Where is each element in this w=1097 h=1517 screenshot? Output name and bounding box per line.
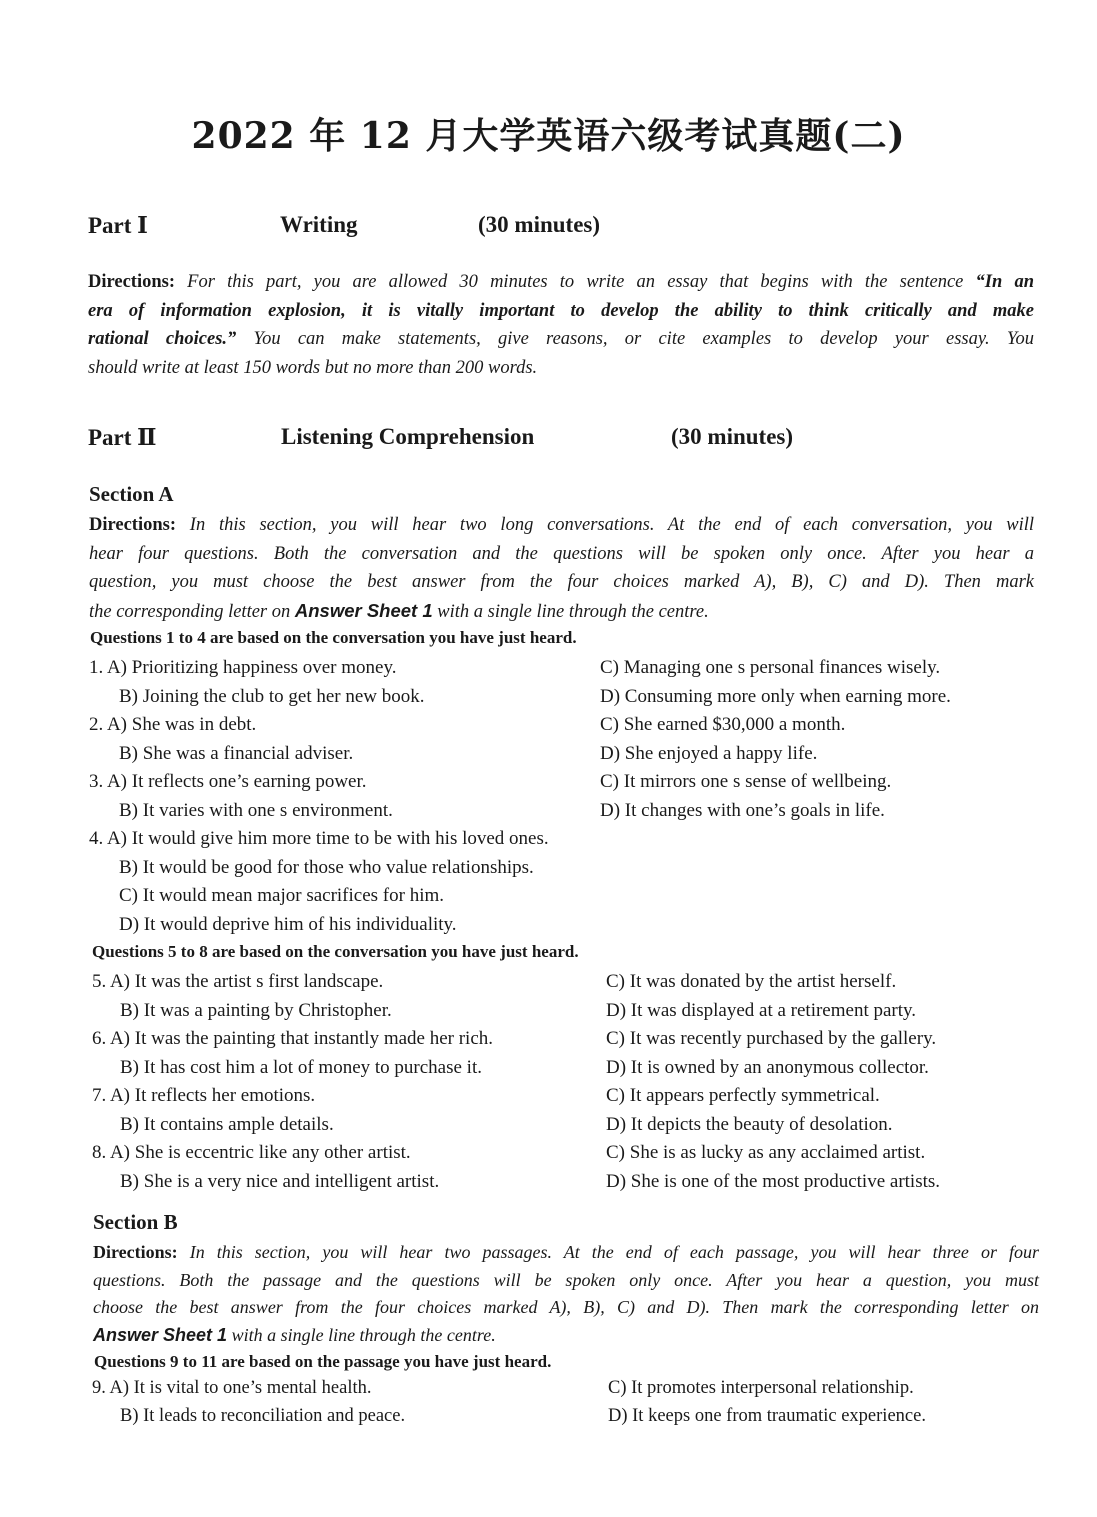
q1-option-a: 1. A) Prioritizing happiness over money. <box>89 657 397 678</box>
q2-option-c: C) She earned $30,000 a month. <box>600 714 846 735</box>
part1-topic-sentence: “In an <box>975 272 1034 292</box>
q9-option-d: D) It keeps one from traumatic experience. <box>608 1406 926 1426</box>
q3-option-b: B) It varies with one s environment. <box>119 800 393 821</box>
section-a-directions <box>89 511 1034 626</box>
q4-option-a: 4. A) It would give him more time to be with his loved ones. <box>89 828 549 849</box>
section-a-directions-text: hear four questions. Both the conversation and the questions will be spoken only once. After you hear a <box>89 543 1034 564</box>
q4-option-d: D) It would deprive him of his individuality. <box>119 914 457 935</box>
part1-label: Part Ⅰ <box>88 213 148 238</box>
q2-option-b: B) She was a financial adviser. <box>119 743 354 764</box>
q8-option-c: C) She is as lucky as any acclaimed artist. <box>606 1142 926 1163</box>
section-b-directions-text: with a single line through the centre. <box>227 1324 496 1345</box>
part1-name: Writing <box>280 212 358 237</box>
q2-option-a: 2. A) She was in debt. <box>89 714 257 735</box>
q3-option-c: C) It mirrors one s sense of wellbeing. <box>600 771 892 792</box>
q8-option-b: B) She is a very nice and intelligent artist. <box>120 1171 440 1192</box>
q5-option-d: D) It was displayed at a retirement party. <box>606 1000 917 1021</box>
page-title: 2022 年 12 月大学英语六级考试真题(二) <box>191 115 906 157</box>
part1-topic-sentence: rational choices.” <box>88 329 237 349</box>
q7-option-a: 7. A) It reflects her emotions. <box>92 1085 316 1106</box>
section-a-directions-label: Directions: <box>89 515 176 535</box>
section-b-directions-text: choose the best answer from the four choices marked A), B), C) and D). Then mark the corresponding letter on <box>93 1297 1039 1317</box>
part1-topic-sentence: era of information explosion, it is vitally important to develop the ability to think critically and make <box>88 300 1034 321</box>
question-group-note: Questions 9 to 11 are based on the passage you have just heard. <box>94 1352 552 1371</box>
q2-option-d: D) She enjoyed a happy life. <box>600 743 818 764</box>
section-b-directions-label: Directions: <box>93 1242 178 1262</box>
section-a-directions-text: the corresponding letter on <box>89 601 295 622</box>
q7-option-d: D) It depicts the beauty of desolation. <box>606 1114 893 1135</box>
part1-directions-text: should write at least 150 words but no more than 200 words. <box>88 357 538 378</box>
q6-option-b: B) It has cost him a lot of money to purchase it. <box>120 1057 482 1078</box>
part2-name: Listening Comprehension <box>281 424 535 449</box>
part2-time: (30 minutes) <box>671 424 794 449</box>
section-a-directions-text: with a single line through the centre. <box>432 601 709 622</box>
q4-option-b: B) It would be good for those who value relationships. <box>119 857 534 878</box>
answer-sheet-label: Answer Sheet 1 <box>294 599 433 621</box>
section-b-directions-text: questions. Both the passage and the questions will be spoken only once. After you hear a question, you must <box>93 1269 1039 1290</box>
q1-option-b: B) Joining the club to get her new book. <box>119 686 425 707</box>
part1-time: (30 minutes) <box>478 212 601 237</box>
q3-option-a: 3. A) It reflects one’s earning power. <box>89 771 367 792</box>
q7-option-b: B) It contains ample details. <box>120 1114 334 1135</box>
section-b-directions-text: In this section, you will hear two passages. At the end of each passage, you will hear three or four <box>189 1242 1040 1262</box>
q8-option-d: D) She is one of the most productive artists. <box>606 1171 941 1192</box>
part1-directions-text: You can make statements, give reasons, or cite examples to develop your essay. You <box>236 329 1034 349</box>
q1-option-d: D) Consuming more only when earning more. <box>600 686 951 707</box>
q7-option-c: C) It appears perfectly symmetrical. <box>606 1085 880 1106</box>
q6-option-d: D) It is owned by an anonymous collector. <box>606 1057 929 1078</box>
section-a-directions-text: question, you must choose the best answer from the four choices marked A), B), C) and D). Then mark <box>89 572 1034 592</box>
q6-option-a: 6. A) It was the painting that instantly made her rich. <box>92 1028 494 1049</box>
part1-directions-label: Directions: <box>88 272 175 292</box>
answer-sheet-label: Answer Sheet 1 <box>93 1324 228 1345</box>
q6-option-c: C) It was recently purchased by the gallery. <box>606 1028 937 1049</box>
q3-option-d: D) It changes with one’s goals in life. <box>600 800 885 821</box>
part1-directions <box>88 268 1034 382</box>
part2-label: Part Ⅱ <box>88 425 157 450</box>
section-b-heading: Section B <box>93 1210 178 1234</box>
q4-option-c: C) It would mean major sacrifices for him. <box>119 885 445 906</box>
q9-option-a: 9. A) It is vital to one’s mental health. <box>92 1378 372 1398</box>
question-group-note: Questions 5 to 8 are based on the conversation you have just heard. <box>92 942 579 961</box>
section-a-directions-text: In this section, you will hear two long conversations. At the end of each conversation, you will <box>189 515 1035 535</box>
q9-option-b: B) It leads to reconciliation and peace. <box>120 1406 406 1426</box>
section-b-directions <box>93 1239 1039 1349</box>
q5-option-b: B) It was a painting by Christopher. <box>120 1000 392 1021</box>
part1-directions-text: For this part, you are allowed 30 minutes to write an essay that begins with the sentence <box>187 272 976 292</box>
q8-option-a: 8. A) She is eccentric like any other artist. <box>92 1142 411 1163</box>
q9-option-c: C) It promotes interpersonal relationship. <box>608 1378 914 1398</box>
section-a-heading: Section A <box>89 482 174 506</box>
question-group-note: Questions 1 to 4 are based on the conversation you have just heard. <box>90 628 577 647</box>
q1-option-c: C) Managing one s personal finances wisely. <box>600 657 941 678</box>
q5-option-c: C) It was donated by the artist herself. <box>606 971 897 992</box>
q5-option-a: 5. A) It was the artist s first landscape. <box>92 971 384 992</box>
